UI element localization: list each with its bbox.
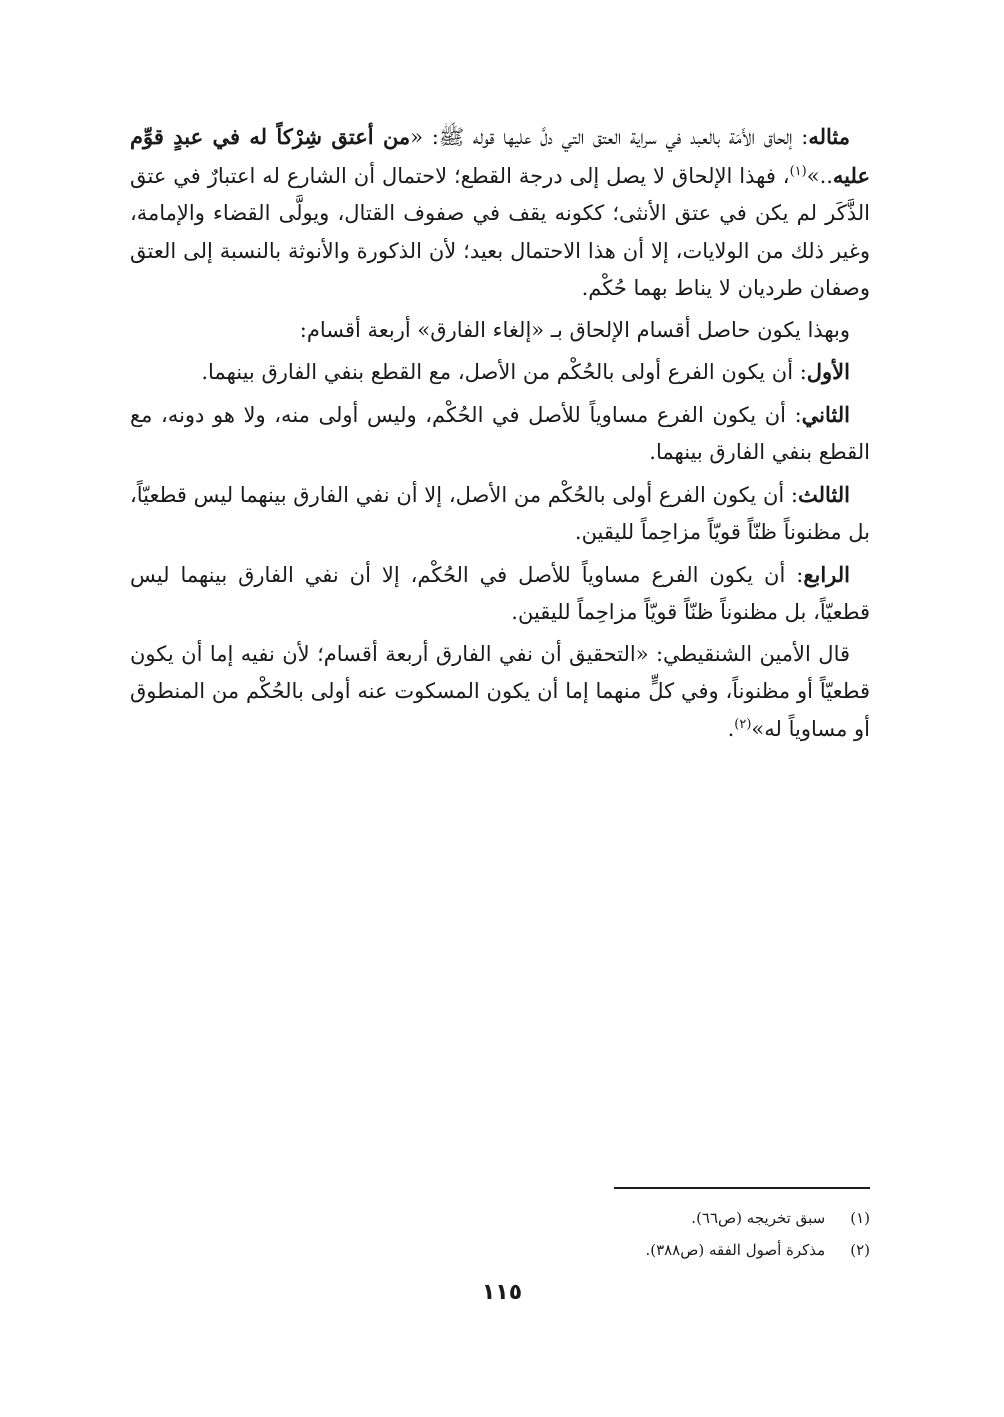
footnotes [470, 1202, 870, 1266]
quote-close: ..» [806, 163, 833, 188]
footnote-ref-1[interactable]: (١) [789, 163, 807, 179]
paragraph-first-type [130, 353, 870, 392]
paragraph-example [130, 118, 870, 308]
paragraph-lead: الثاني [801, 401, 850, 427]
paragraph-lead: الثالث [798, 481, 850, 507]
paragraph-tail: ، فهذا الإلحاق لا يصل إلى درجة القطع؛ لاحتمال أن الشارع له اعتبارٌ في عتق الذَّكَر لم يكن في عتق الأنثى؛ ككونه يقف في صفوف القتال، ويولَّى القضاء والإمامة، وغير ذلك من الولايات، إلا أن هذا الاحتمال بعيد؛ لأن الذكورة والأنوثة بالنسبة إلى العتق وصفان طرديان لا يناط بهما حُكْم. [130, 163, 870, 300]
paragraph-text: : أن يكون الفرع مساوياً للأصل في الحُكْم، إلا أن نفي الفارق بينهما ليس قطعيّاً، بل مظنوناً ظنّاً قويّاً مزاحِماً لليقين. [130, 562, 870, 624]
paragraph-lead: مثاله [808, 124, 851, 149]
footnote-text: سبق تخريجه (ص٦٦). [691, 1209, 826, 1227]
paragraph-second-type [130, 396, 870, 472]
footnote-divider [614, 1187, 870, 1189]
footnote-2 [470, 1234, 870, 1266]
page-number: ١١٥ [481, 1280, 523, 1305]
paragraph-text: وبهذا يكون حاصل أقسام الإلحاق بـ «إلغاء الفارق» أربعة أقسام: [299, 317, 850, 342]
footnote-ref-2[interactable]: (٢) [734, 716, 752, 732]
hadith-quote: من أعتق شِرْكاً له في عبدٍ قوِّم عليه [130, 124, 870, 188]
footnote-1 [470, 1202, 870, 1234]
paragraph-lead: الرابع [803, 561, 850, 587]
paragraph-text: قال الأمين الشنقيطي: «التحقيق أن نفي الفارق أربعة أقسام؛ لأن نفيه إما أن يكون قطعيّاً أو مظنوناً، وفي كلٍّ منهما إما أن يكون المسكوت عنه أولى بالحُكْم من المنطوق أو مساوياً له» [130, 641, 870, 741]
paragraph-text: : إلحاق الأَمَة بالعبد في سراية العتق التي دلَّ عليها قوله ﷺ: « [410, 125, 809, 149]
footnote-number: (١) [850, 1209, 870, 1227]
paragraph-text: : أن يكون الفرع مساوياً للأصل في الحُكْم، وليس أولى منه، ولا هو دونه، مع القطع بنفي الفارق بينهما. [130, 402, 870, 464]
paragraph-text: : أن يكون الفرع أولى بالحُكْم من الأصل، إلا أن نفي الفارق بينهما ليس قطعيّاً، بل مظنوناً ظنّاً قويّاً مزاحِماً لليقين. [130, 482, 870, 544]
footnote-text: مذكرة أصول الفقه (ص٣٨٨). [645, 1241, 826, 1259]
paragraph-summary [130, 312, 870, 350]
paragraph-text: : أن يكون الفرع أولى بالحُكْم من الأصل، مع القطع بنفي الفارق بينهما. [201, 360, 807, 384]
paragraph-shinqiti-quote [130, 636, 870, 749]
paragraph-tail: . [727, 716, 735, 741]
paragraph-third-type [130, 476, 870, 552]
paragraph-lead: الأول [806, 359, 850, 384]
footnote-number: (٢) [850, 1241, 870, 1259]
main-text [130, 118, 870, 752]
paragraph-fourth-type [130, 556, 870, 632]
